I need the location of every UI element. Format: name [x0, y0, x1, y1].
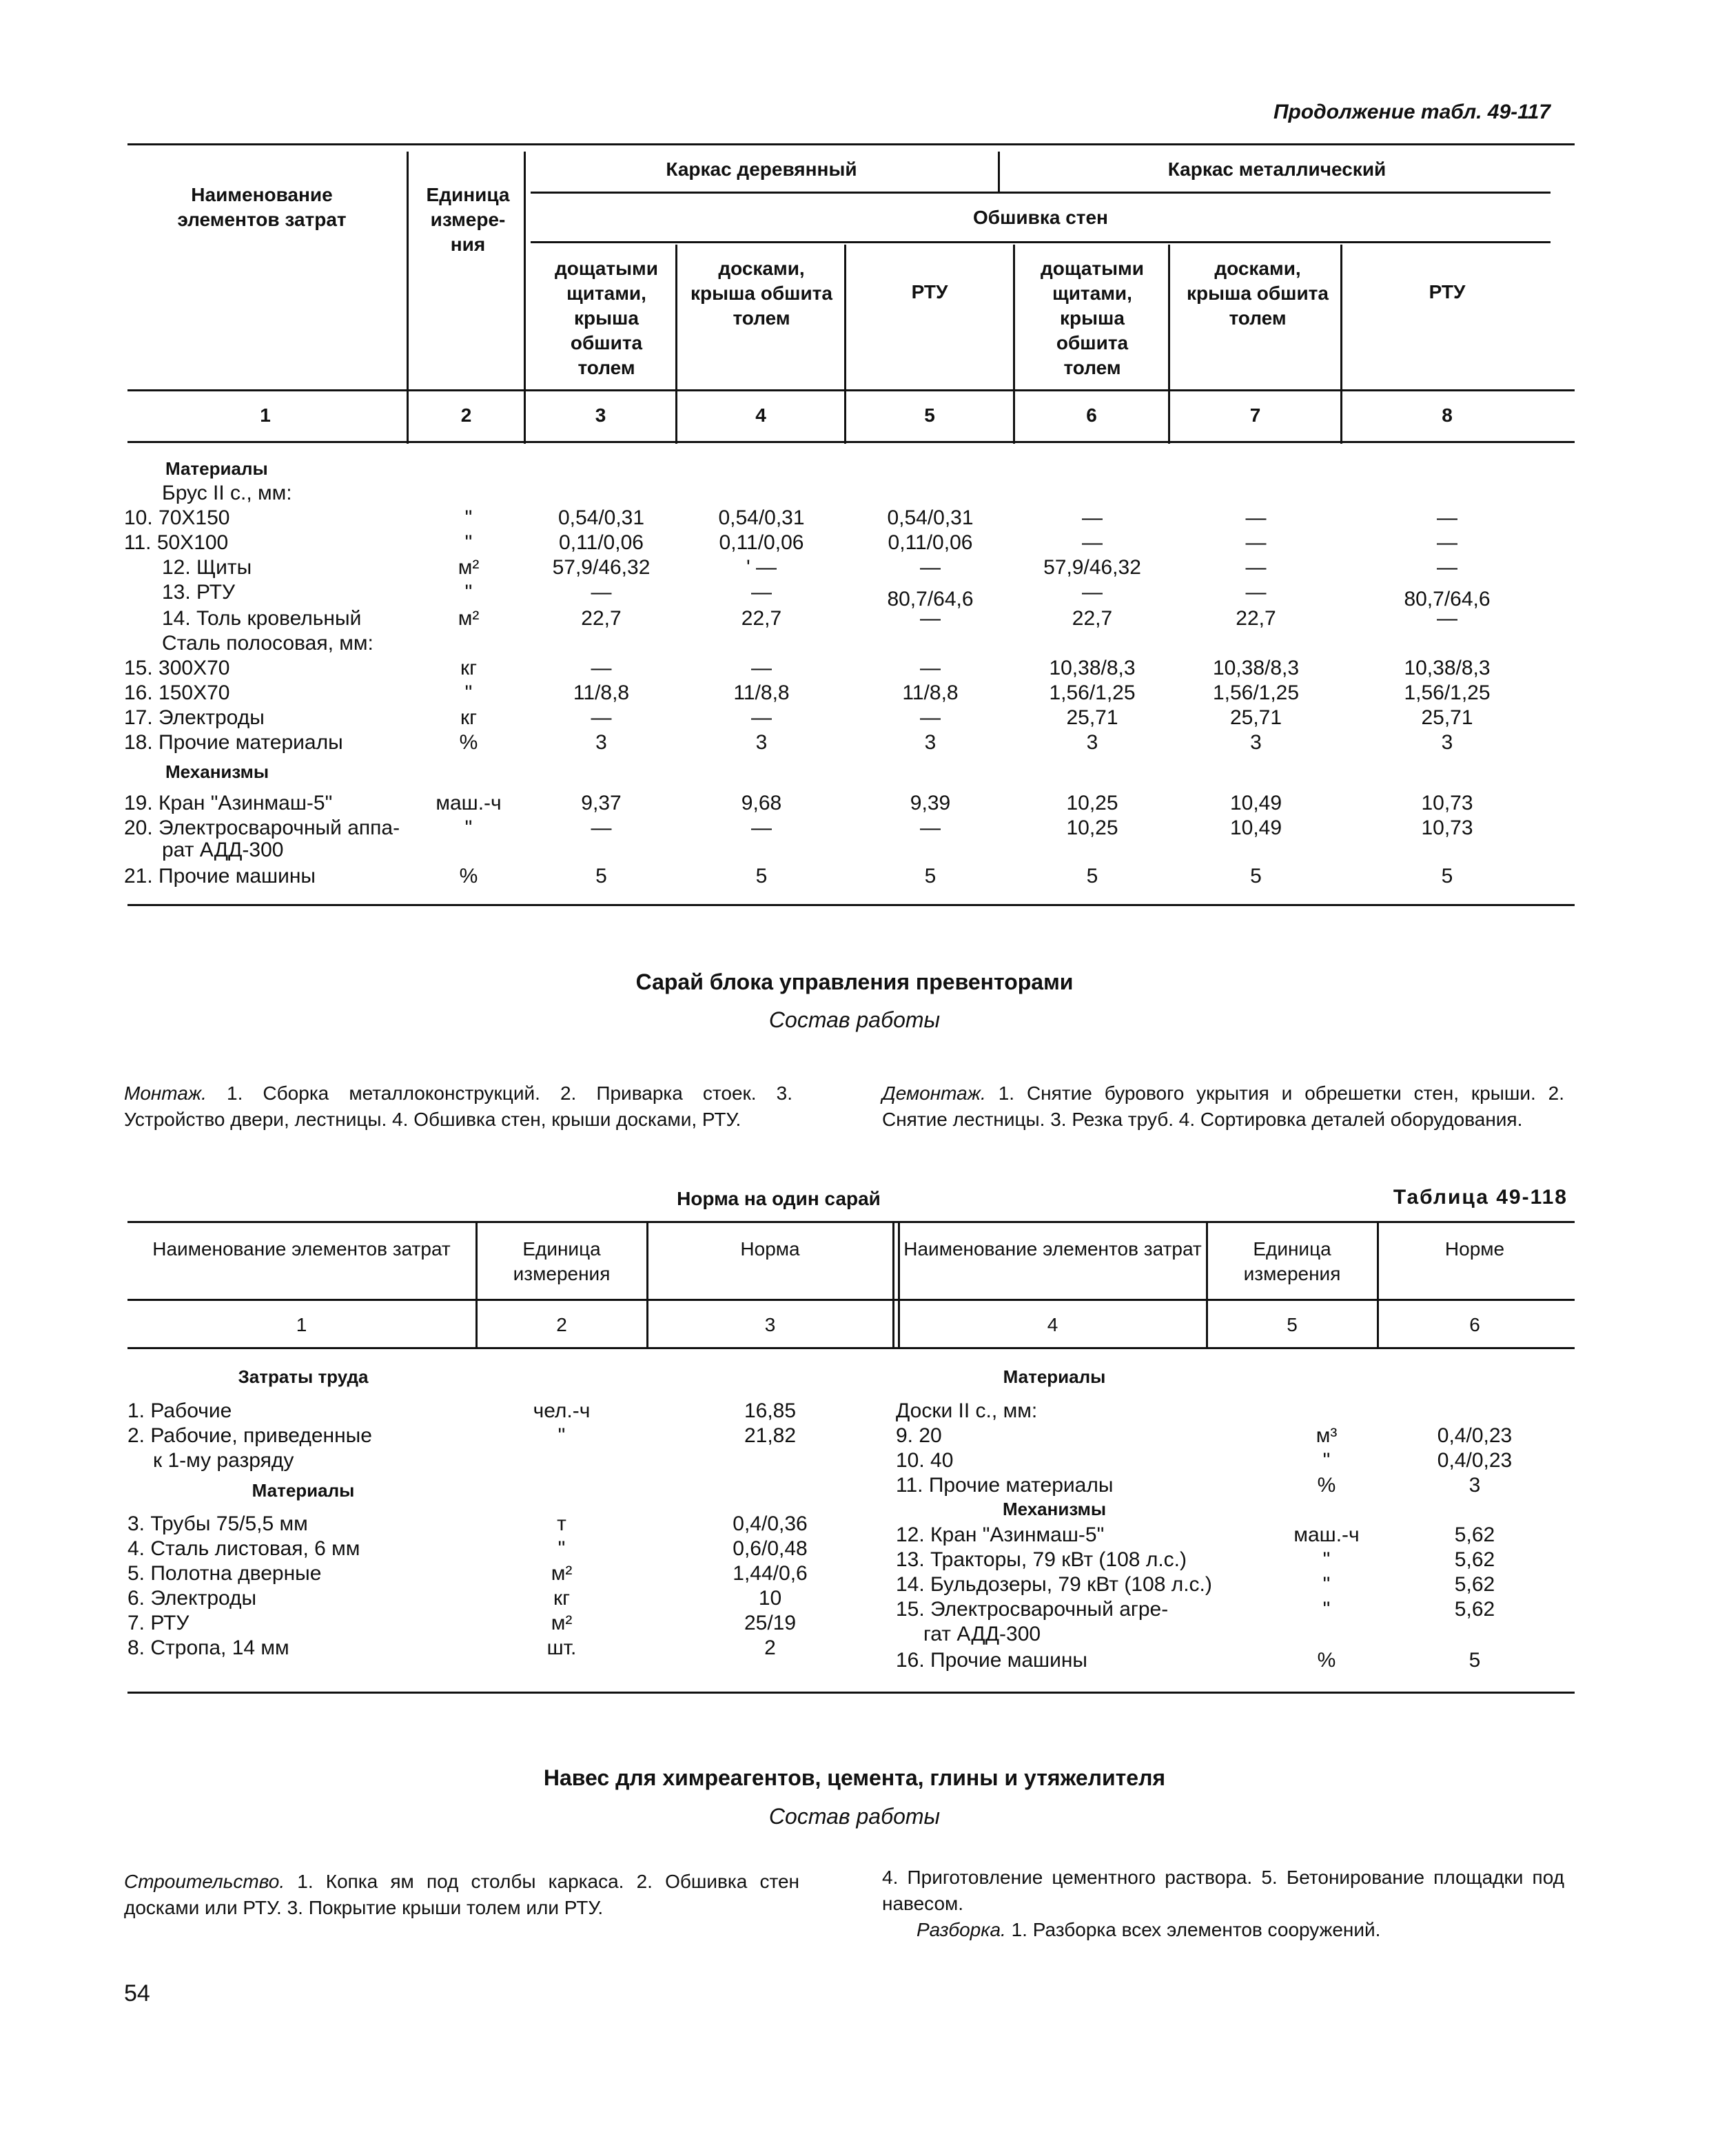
- header-sheathing: Обшивка стен: [973, 207, 1108, 228]
- table-row: 21. Прочие машины % 5 5 5 5 5 5: [124, 865, 1453, 887]
- work-description-right: Демонтаж. 1. Снятие бурового укрытия и обрешетки стен, крыши. 2. Снятие лестницы. 3. Резка труб. 4. Сортировка деталей оборудования.: [882, 1082, 1564, 1130]
- section-subtitle: Состав работы: [768, 1804, 941, 1829]
- table-row: 2. Рабочие, приведенные " 21,82: [127, 1424, 797, 1447]
- table-row: 12. Щиты м² 57,9/46,32 ' — — 57,9/46,32 — —: [162, 556, 1457, 579]
- table-row: рат АДД-300: [162, 839, 284, 861]
- section-subtitle: Состав работы: [768, 1007, 941, 1032]
- col-number: 1: [296, 1314, 307, 1335]
- col-number: 5: [924, 404, 935, 426]
- col-number: 6: [1086, 404, 1097, 426]
- table-row: 19. Кран "Азинмаш-5" маш.-ч 9,37 9,68 9,39 10,25 10,49 10,73: [124, 792, 1473, 814]
- col-number: 3: [764, 1314, 776, 1335]
- table-row: 13. РТУ " — — 80,7/64,6 — — 80,7/64,6: [162, 581, 1491, 610]
- header-unit: Единица измерения: [513, 1238, 611, 1284]
- table-row: гат АДД-300: [923, 1623, 1041, 1645]
- table-row: 10. 70X150 " 0,54/0,31 0,54/0,31 0,54/0,31 — — —: [124, 506, 1457, 529]
- table-row: Брус II с., мм:: [162, 482, 292, 504]
- work-description-right: 4. Приготовление цементного раствора. 5. Бетонирование площадки под навесом. Разборка. 1. Разборка всех элементов сооружений.: [882, 1867, 1564, 1940]
- continuation-label: Продолжение табл. 49-117: [1273, 101, 1551, 123]
- header-name: Наименование элементов затрат: [903, 1238, 1202, 1260]
- table-row: 7. РТУ м² 25/19: [127, 1612, 797, 1634]
- header-norm: Норме: [1444, 1238, 1505, 1260]
- table-row: 15. Электросварочный агре- " 5,62: [896, 1598, 1495, 1621]
- section-label: Материалы: [252, 1480, 355, 1501]
- col-number: 4: [1047, 1314, 1058, 1335]
- table-row: Доски II с., мм:: [896, 1399, 1038, 1422]
- work-description-left: Строительство. 1. Копка ям под столбы каркаса. 2. Обшивка стен досками или РТУ. 3. Покрытие крыши толем или РТУ.: [124, 1871, 800, 1918]
- table-row: к 1-му разряду: [153, 1449, 294, 1472]
- section-label: Механизмы: [1002, 1499, 1107, 1519]
- table-row: 20. Электросварочный аппа- " — — — 10,25 10,49 10,73: [124, 817, 1473, 839]
- col-number: 4: [755, 404, 766, 426]
- table-row: 12. Кран "Азинмаш-5" маш.-ч 5,62: [896, 1523, 1495, 1546]
- table-number: Таблица 49-118: [1393, 1186, 1568, 1209]
- table-row: 11. 50X100 " 0,11/0,06 0,11/0,06 0,11/0,06 — — —: [124, 531, 1457, 554]
- table-row: 17. Электроды кг — — — 25,71 25,71 25,71: [124, 706, 1473, 729]
- col-number: 8: [1442, 404, 1453, 426]
- table-row: 5. Полотна дверные м² 1,44/0,6: [127, 1562, 808, 1585]
- table-row: 16. Прочие машины % 5: [896, 1649, 1481, 1672]
- table-row: 18. Прочие материалы % 3 3 3 3 3 3: [124, 731, 1453, 754]
- table-row: Сталь полосовая, мм:: [162, 632, 373, 655]
- work-description-left: Монтаж. 1. Сборка металлоконструкций. 2. Приварка стоек. 3. Устройство двери, лестницы. 4. Обшивка стен, крыши досками, РТУ.: [124, 1082, 792, 1130]
- section-title: Сарай блока управления превенторами: [635, 969, 1074, 994]
- header-frame-wood: Каркас деревянный: [666, 158, 857, 180]
- table-row: 14. Толь кровельный м² 22,7 22,7 — 22,7 22,7 —: [162, 607, 1457, 630]
- header-name: Наименование элементов затрат: [177, 184, 347, 230]
- table-row: 13. Тракторы, 79 кВт (108 л.с.) " 5,62: [896, 1548, 1495, 1571]
- header-col-boards-2: досками, крыша обшита толем: [1187, 258, 1329, 329]
- col-number: 1: [260, 404, 271, 426]
- header-col-rtu-2: РТУ: [1429, 281, 1466, 302]
- section-label: Материалы: [1003, 1366, 1106, 1387]
- table-row: 3. Трубы 75/5,5 мм т 0,4/0,36: [127, 1512, 808, 1535]
- header-unit: Единица измере- ния: [426, 184, 510, 255]
- table-row: 11. Прочие материалы % 3: [896, 1474, 1481, 1497]
- header-frame-metal: Каркас металлический: [1167, 158, 1386, 180]
- header-name: Наименование элементов затрат: [152, 1238, 451, 1260]
- header-col-shields-1: дощатыми щитами, крыша обшита толем: [555, 258, 658, 378]
- table-row: 14. Бульдозеры, 79 кВт (108 л.с.) " 5,62: [896, 1573, 1495, 1596]
- section-label: Затраты труда: [238, 1366, 369, 1387]
- header-col-boards-1: досками, крыша обшита толем: [690, 258, 832, 329]
- col-number: 2: [556, 1314, 567, 1335]
- col-number: 2: [460, 404, 472, 426]
- col-number: 6: [1469, 1314, 1480, 1335]
- header-col-rtu-1: РТУ: [911, 281, 948, 302]
- section-label: Механизмы: [165, 761, 269, 782]
- table-caption: Норма на один сарай: [677, 1188, 881, 1209]
- table-row: 10. 40 " 0,4/0,23: [896, 1449, 1513, 1472]
- section-title: Навес для химреагентов, цемента, глины и утяжелителя: [543, 1765, 1166, 1790]
- section-label: Материалы: [165, 458, 268, 479]
- table-row: 4. Сталь листовая, 6 мм " 0,6/0,48: [127, 1537, 808, 1560]
- col-number: 7: [1249, 404, 1261, 426]
- header-unit: Единица измерения: [1243, 1238, 1341, 1284]
- table-row: 8. Стропа, 14 мм шт. 2: [127, 1636, 776, 1659]
- table-row: 1. Рабочие чел.-ч 16,85: [127, 1399, 797, 1422]
- table-row: 15. 300X70 кг — — — 10,38/8,3 10,38/8,3 10,38/8,3: [124, 657, 1491, 679]
- col-number: 3: [595, 404, 606, 426]
- table-row: 16. 150X70 " 11/8,8 11/8,8 11/8,8 1,56/1,25 1,56/1,25 1,56/1,25: [124, 681, 1491, 704]
- header-norm: Норма: [740, 1238, 800, 1260]
- table-row: 6. Электроды кг 10: [127, 1587, 782, 1610]
- col-number: 5: [1287, 1314, 1298, 1335]
- page-number: 54: [124, 1980, 150, 2006]
- header-col-shields-2: дощатыми щитами, крыша обшита толем: [1041, 258, 1144, 378]
- table-row: 9. 20 м³ 0,4/0,23: [896, 1424, 1513, 1447]
